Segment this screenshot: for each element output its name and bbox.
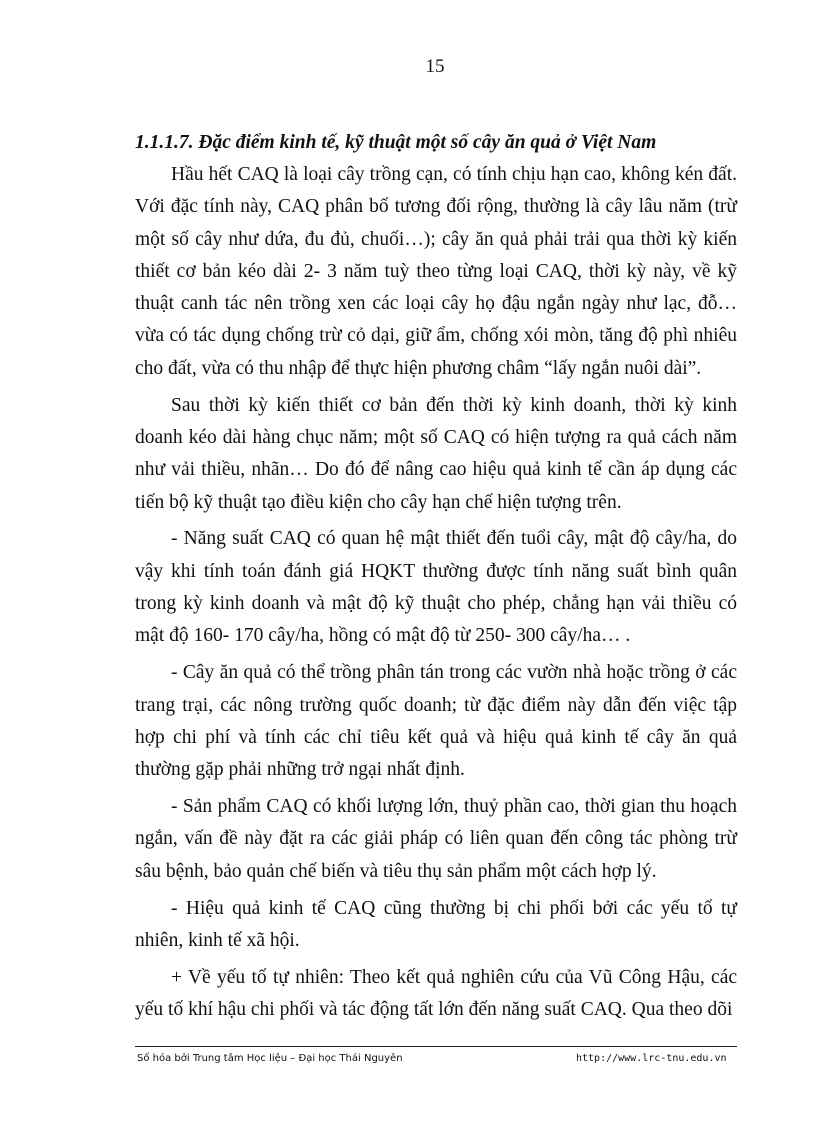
paragraph-4: - Cây ăn quả có thể trồng phân tán trong các vườn nhà hoặc trồng ở các trang trại, các nông trường quốc doanh; từ đặc điểm này dẫn đến việc tập hợp chi phí và tính các chỉ tiêu kết quả và hiệu quả kinh tế cây ăn quả thường gặp phải những trở ngại nhất định. <box>135 662 737 781</box>
footer-url-link[interactable]: http://www.lrc-tnu.edu.vn <box>576 1053 727 1064</box>
paragraph-1: Hầu hết CAQ là loại cây trồng cạn, có tính chịu hạn cao, không kén đất. Với đặc tính này, CAQ phân bố tương đối rộng, thường là cây lâu năm (trừ một số cây như dứa, đu đủ, chuối…); cây ăn quả phải trải qua thời kỳ kiến thiết cơ bản kéo dài 2- 3 năm tuỳ theo từng loại CAQ, thời kỳ này, về kỹ thuật canh tác nên trồng xen các loại cây họ đậu ngắn ngày như lạc, đỗ… vừa có tác dụng chống trừ cỏ dại, giữ ẩm, chống xói mòn, tăng độ phì nhiêu cho đất, vừa có thu nhập để thực hiện phương châm “lấy ngắn nuôi dài”. <box>135 164 737 379</box>
footer-divider <box>135 1046 737 1047</box>
paragraph-6: - Hiệu quả kinh tế CAQ cũng thường bị chi phối bởi các yếu tố tự nhiên, kinh tế xã hội. <box>135 897 737 951</box>
paragraph-5: - Sản phẩm CAQ có khối lượng lớn, thuỷ phần cao, thời gian thu hoạch ngắn, vấn đề này đặt ra các giải pháp có liên quan đến công tác phòng trừ sâu bệnh, bảo quản chế biến và tiêu thụ sản phẩm một cách hợp lý. <box>135 796 737 882</box>
page-content <box>135 127 737 1031</box>
paragraph-7: + Về yếu tố tự nhiên: Theo kết quả nghiên cứu của Vũ Công Hậu, các yếu tố khí hậu chi phối và tác động tất lớn đến năng suất CAQ. Qua theo dõi <box>135 966 737 1020</box>
paragraph-3: - Năng suất CAQ có quan hệ mật thiết đến tuổi cây, mật độ cây/ha, do vậy khi tính toán đánh giá HQKT thường được tính năng suất bình quân trong kỳ kinh doanh và mật độ kỹ thuật cho phép, chẳng hạn vải thiều có mật độ 160- 170 cây/ha, hồng có mật độ từ 250- 300 cây/ha… . <box>135 528 737 647</box>
paragraph-2: Sau thời kỳ kiến thiết cơ bản đến thời kỳ kinh doanh, thời kỳ kinh doanh kéo dài hàng chục năm; một số CAQ có hiện tượng ra quả cách năm như vải thiều, nhãn… Do đó để nâng cao hiệu quả kinh tế cần áp dụng các tiến bộ kỹ thuật tạo điều kiện cho cây hạn chế hiện tượng trên. <box>135 394 737 513</box>
page-number: 15 <box>425 56 445 77</box>
section-heading: 1.1.1.7. Đặc điểm kinh tế, kỹ thuật một số cây ăn quả ở Việt Nam <box>135 132 657 153</box>
footer-source: Số hóa bởi Trung tâm Học liệu – Đại học Thái Nguyên <box>137 1053 403 1064</box>
